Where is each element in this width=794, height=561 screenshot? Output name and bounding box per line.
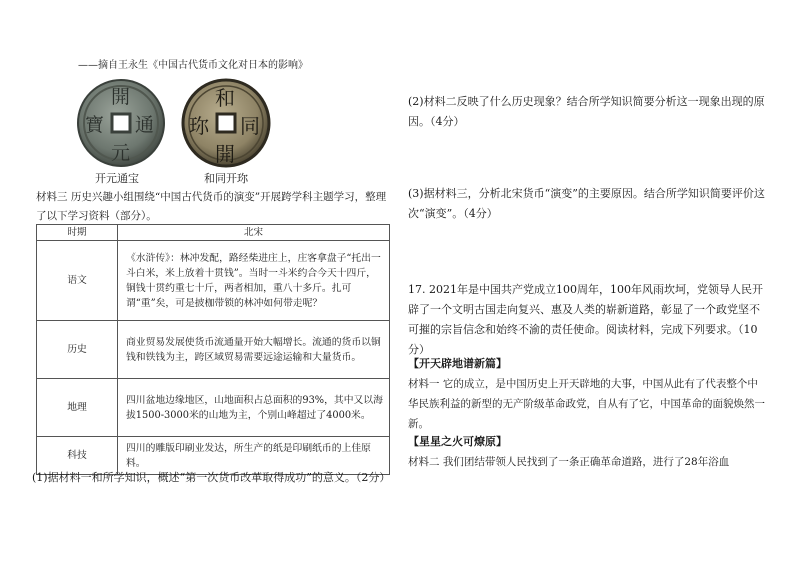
study-table [36,224,390,475]
source-citation: ——摘自王永生《中国古代货币文化对日本的影响》 [78,60,308,71]
material3-intro: 材料三 历史兴趣小组围绕“中国古代货币的演变”开展跨学科主题学习，整理了以下学习资料（部分）。 [36,191,387,222]
table-cell-content: 商业贸易发展使货币流通量开始大幅增长。流通的货币以铜钱和铁钱为主，跨区域贸易需要远途运输和大量货币。 [118,321,390,379]
table-cell-content: 四川盆地边缘地区，山地面积占总面积的93%，其中又以海拔1500-3000米的山地为主，个别山峰超过了4000米。 [118,379,390,437]
table-cell-subject: 地理 [37,379,118,437]
table-row [37,241,390,321]
table-cell-subject: 历史 [37,321,118,379]
table-cell-content: 四川的雕版印刷业发达，所生产的纸是印刷纸币的上佳原料。 [118,437,390,475]
table-header-song: 北宋 [118,225,390,241]
section-heading-2: 【星星之火可燎原】 [408,435,507,448]
question-17: 17. 2021年是中国共产党成立100周年，100年风雨坎坷，党领导人民开辟了一个文明古国走向复兴、惠及人类的崭新道路，彰显了一个政党坚不可摧的宗旨信念和始终不渝的责任使命。阅读材料，完成下列要求。（10分） [408,283,763,356]
coin2-char-top: 和 [215,86,235,110]
coin2-char-left: 珎 [189,114,209,138]
material-1: 材料一 它的成立，是中国历史上开天辟地的大事，中国从此有了代表整个中华民族利益的新型的无产阶级革命政党，自从有了它，中国革命的面貌焕然一新。 [408,378,765,430]
coin-char-left: 寶 [85,114,105,136]
table-header-period: 时期 [37,225,118,241]
coin-wadokaichin-image [181,78,271,168]
coin2-char-bottom: 開 [215,142,235,166]
coin-kaiyuan-image [76,78,166,168]
coin-char-bottom: 元 [111,142,131,164]
table-row [37,379,390,437]
question-1: (1)据材料一和所学知识，概述“第一次货币改革取得成功”的意义。（2分） [32,471,391,484]
coin-char-right: 通 [135,114,155,136]
material-2: 材料二 我们团结带领人民找到了一条正确革命道路，进行了28年浴血 [408,456,730,468]
coin2-char-right: 同 [240,114,260,138]
question-2: (2)材料二反映了什么历史现象？结合所学知识简要分析这一现象出现的原因。（4分） [408,95,765,128]
table-cell-content: 《水浒传》：林冲发配，路经柴进庄上，庄客拿盘子“托出一斗白米，米上放着十贯钱”。当时一斗米约合今天十四斤，铜钱十贯约重七十斤，两者相加，重八十多斤。扎可谓“重”矣，可是披枷带锁的林冲如何带走呢？ [118,241,390,321]
coin-kaiyuan-caption: 开元通宝 [95,172,139,185]
table-cell-subject: 科技 [37,437,118,475]
question-3: (3)据材料三，分析北宋货币“演变”的主要原因。结合所学知识简要评价这次“演变”。（4分） [408,187,765,220]
table-row [37,321,390,379]
section-heading-1: 【开天辟地谱新篇】 [408,357,507,370]
coin-wadokaichin-caption: 和同开珎 [204,172,248,185]
coin-char-top: 開 [111,86,131,108]
table-cell-subject: 语文 [37,241,118,321]
table-header-row [37,225,390,241]
